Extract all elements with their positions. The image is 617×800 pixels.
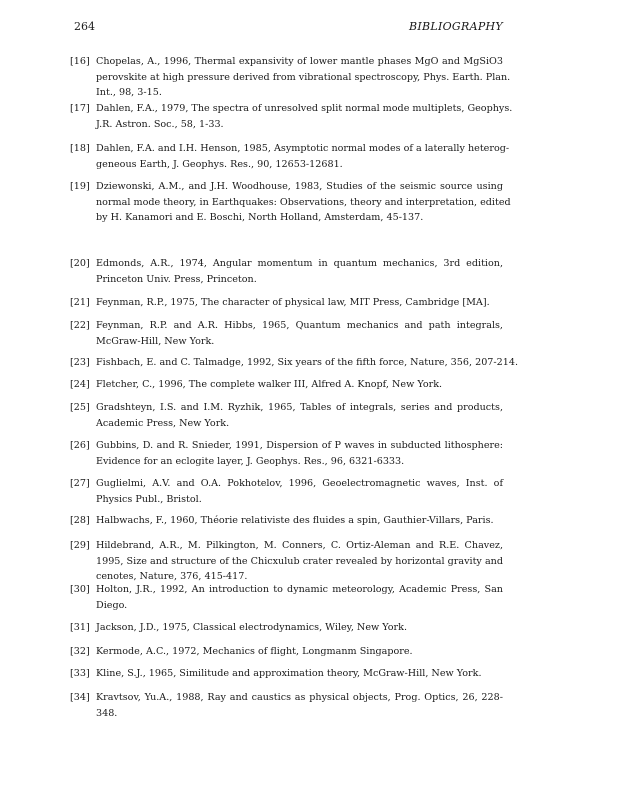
page-header [74,20,503,36]
reference-number: [28] [70,515,90,526]
reference-number: [16] [70,56,90,67]
reference-text [96,318,503,349]
reference-line: Halbwachs, F., 1960, Théorie relativiste des fluides a spin, Gauthier-Villars, Paris. [96,515,494,526]
reference-line: Jackson, J.D., 1975, Classical electrodynamics, Wiley, New York. [96,622,407,633]
reference-number: [34] [70,692,90,703]
reference-line: McGraw-Hill, New York. [96,335,215,347]
reference-number: [20] [70,258,90,269]
reference-number: [29] [70,540,90,551]
reference-line: Kline, S.J., 1965, Similitude and approximation theory, McGraw-Hill, New York. [96,668,482,679]
reference-number: [17] [70,103,90,114]
reference-text [96,377,503,393]
reference-text [96,513,503,529]
reference-line: Academic Press, New York. [96,417,230,429]
reference-line: normal mode theory, in Earthquakes: Observations, theory and interpretation, edited [96,196,511,208]
reference-line: Princeton Univ. Press, Princeton. [96,273,257,285]
reference-text [96,438,503,469]
reference-text [96,256,503,287]
reference-line: Evidence for an eclogite layer, J. Geophys. Res., 96, 6321-6333. [96,455,405,467]
reference-line: perovskite at high pressure derived from vibrational spectroscopy, Phys. Earth. Plan. [96,71,511,83]
reference-line: Feynman, R.P., 1975, The character of physical law, MIT Press, Cambridge [MA]. [96,297,490,308]
reference-text [96,476,503,507]
reference-line: Fletcher, C., 1996, The complete walker III, Alfred A. Knopf, New York. [96,379,443,390]
reference-number: [23] [70,357,90,368]
reference-line: Dziewonski, A.M., and J.H. Woodhouse, 1983, Studies of the seismic source using [96,181,503,192]
reference-line: 348. [96,707,118,719]
page-number: 264 [74,20,95,33]
reference-text [96,666,503,682]
reference-text [96,54,511,101]
reference-line: Kravtsov, Yu.A., 1988, Ray and caustics as physical objects, Prog. Optics, 26, 228- [96,692,503,703]
reference-number: [22] [70,320,90,331]
reference-line: Gubbins, D. and R. Snieder, 1991, Dispersion of P waves in subducted lithosphere: [96,440,503,451]
reference-number: [31] [70,622,90,633]
reference-line: Physics Publ., Bristol. [96,493,202,505]
running-title: BIBLIOGRAPHY [408,20,503,33]
reference-text [96,644,503,660]
reference-line: Kermode, A.C., 1972, Mechanics of flight, Longmanm Singapore. [96,646,413,657]
reference-number: [32] [70,646,90,657]
reference-number: [21] [70,297,90,308]
reference-line: 1995, Size and structure of the Chicxulub crater revealed by horizontal gravity and [96,555,503,567]
reference-text [96,355,519,371]
reference-line: Int., 98, 3-15. [96,87,162,99]
reference-text [96,538,503,585]
reference-text [96,101,513,132]
reference-line: cenotes, Nature, 376, 415-417. [96,571,248,583]
reference-line: Dahlen, F.A. and I.H. Henson, 1985, Asymptotic normal modes of a laterally heterog- [96,143,510,154]
reference-line: J.R. Astron. Soc., 58, 1-33. [96,118,224,130]
reference-number: [26] [70,440,90,451]
reference-line: Edmonds, A.R., 1974, Angular momentum in quantum mechanics, 3rd edition, [96,258,503,269]
reference-text [96,295,503,311]
reference-line: by H. Kanamori and E. Boschi, North Holland, Amsterdam, 45-137. [96,212,424,224]
reference-line: Hildebrand, A.R., M. Pilkington, M. Conners, C. Ortiz-Aleman and R.E. Chavez, [96,540,503,551]
reference-number: [27] [70,478,90,489]
reference-line: Fishbach, E. and C. Talmadge, 1992, Six years of the fifth force, Nature, 356, 207-214. [96,357,519,368]
reference-text [96,179,511,226]
reference-number: [18] [70,143,90,154]
reference-number: [30] [70,584,90,595]
reference-line: Diego. [96,599,128,611]
reference-number: [19] [70,181,90,192]
reference-text [96,620,503,636]
reference-number: [25] [70,402,90,413]
reference-line: Feynman, R.P. and A.R. Hibbs, 1965, Quantum mechanics and path integrals, [96,320,503,331]
reference-line: Guglielmi, A.V. and O.A. Pokhotelov, 1996, Geoelectromagnetic waves, Inst. of [96,478,503,489]
reference-text [96,690,503,721]
reference-number: [24] [70,379,90,390]
reference-text [96,141,510,172]
reference-line: Chopelas, A., 1996, Thermal expansivity of lower mantle phases MgO and MgSiO3 [96,56,503,67]
reference-text [96,400,503,431]
reference-text [96,582,503,613]
reference-line: Holton, J.R., 1992, An introduction to dynamic meteorology, Academic Press, San [96,584,503,595]
reference-line: Dahlen, F.A., 1979, The spectra of unresolved split normal mode multiplets, Geophys. [96,103,513,114]
reference-line: geneous Earth, J. Geophys. Res., 90, 12653-12681. [96,158,343,170]
reference-number: [33] [70,668,90,679]
reference-line: Gradshteyn, I.S. and I.M. Ryzhik, 1965, Tables of integrals, series and products, [96,402,503,413]
